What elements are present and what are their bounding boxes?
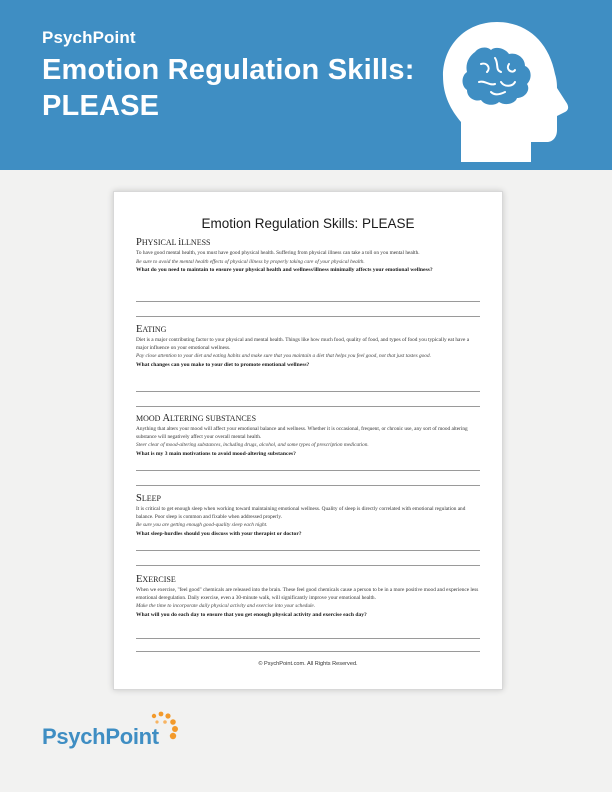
section-tip: Make the time to incorporate daily physical activity and exercise into your schedule.	[136, 603, 316, 610]
brand-name: PsychPoint	[42, 28, 136, 47]
section-question: What changes can you make to your diet to promote emotional wellness?	[136, 361, 310, 368]
section-tip: Pay close attention to your diet and eating habits and make sure that you maintain a diet that helps you feel good, not that just tastes good.	[136, 353, 431, 360]
section-body: Diet is a major contributing factor to your physical and mental health. Things like how much food, quality of food, and types of food you typically eat have a major influence on your emotional wellness.	[136, 337, 470, 351]
answer-line[interactable]	[136, 470, 480, 471]
answer-line[interactable]	[136, 316, 480, 317]
section-heading: EATING	[136, 324, 167, 335]
section-heading: SLEEP	[136, 493, 161, 504]
answer-line[interactable]	[136, 638, 480, 639]
section-mood-altering-substances	[136, 413, 480, 459]
section-question: What sleep-hurdles should you discuss with your therapist or doctor?	[136, 530, 302, 537]
section-physical-illness	[136, 237, 480, 275]
page-title-line-1: Emotion Regulation Skills:	[42, 54, 415, 86]
answer-line[interactable]	[136, 550, 480, 551]
answer-line[interactable]	[136, 565, 480, 566]
section-question: What will you do each day to ensure that you get enough physical activity and exercise each day?	[136, 611, 367, 618]
logo-wordmark: PsychPoint	[42, 724, 159, 749]
section-body: When we exercise, "feel good" chemicals are released into the brain. These feel good chemicals cause a person to be in a more positive mood and experience less emotional deregulation. Daily exercise, even a 30-minute walk, will significantly improve your emotional health.	[136, 587, 479, 601]
section-tip: Steer clear of mood-altering substances, including drugs, alcohol, and some types of prescription medication.	[136, 442, 369, 449]
logo-dots-icon	[148, 710, 188, 750]
page-title-line-2: PLEASE	[42, 90, 160, 122]
section-sleep	[136, 493, 480, 539]
header-banner	[0, 0, 612, 170]
section-question: What is my 3 main motivations to avoid mood-altering substances?	[136, 450, 296, 457]
section-heading: MOOD ALTERING SUBSTANCES	[136, 413, 257, 424]
section-exercise	[136, 574, 480, 620]
section-body: It is critical to get enough sleep when working toward maintaining emotional wellness. Quality of sleep is directly correlated with emotional regulation and balance. Poor sleep is common and fixable when addressed properly.	[136, 506, 466, 520]
section-question: What do you need to maintain to ensure your physical health and wellness/illness minimally affects your emotional wellness?	[136, 267, 433, 274]
section-eating	[136, 324, 480, 370]
section-tip: Be sure to avoid the mental health effects of physical illness by properly taking care of your physical health.	[136, 258, 365, 265]
answer-line[interactable]	[136, 301, 480, 302]
worksheet-title: Emotion Regulation Skills: PLEASE	[201, 216, 415, 231]
answer-line[interactable]	[136, 485, 480, 486]
brain-head-icon	[435, 12, 575, 170]
section-heading: PHYSICAL iLLNESS	[136, 237, 211, 248]
section-body: To have good mental health, you must have good physical health. Suffering from physical illness can take a toll on you mental health.	[136, 250, 420, 256]
section-heading: EXERCISE	[136, 574, 176, 585]
answer-line[interactable]	[136, 406, 480, 407]
worksheet-page	[113, 191, 503, 690]
section-tip: Be sure you are getting enough good-quality sleep each night.	[136, 522, 268, 529]
psychpoint-logo	[42, 710, 202, 760]
section-body: Anything that alters your mood will affect your emotional balance and wellness. Whether it is occasional, frequent, or chronic use, any sort of mood altering substance will negatively affect your overall mental health.	[136, 426, 468, 440]
answer-line[interactable]	[136, 391, 480, 392]
copyright-footer: © PsychPoint.com. All Rights Reserved.	[258, 661, 358, 667]
answer-line[interactable]	[136, 651, 480, 652]
